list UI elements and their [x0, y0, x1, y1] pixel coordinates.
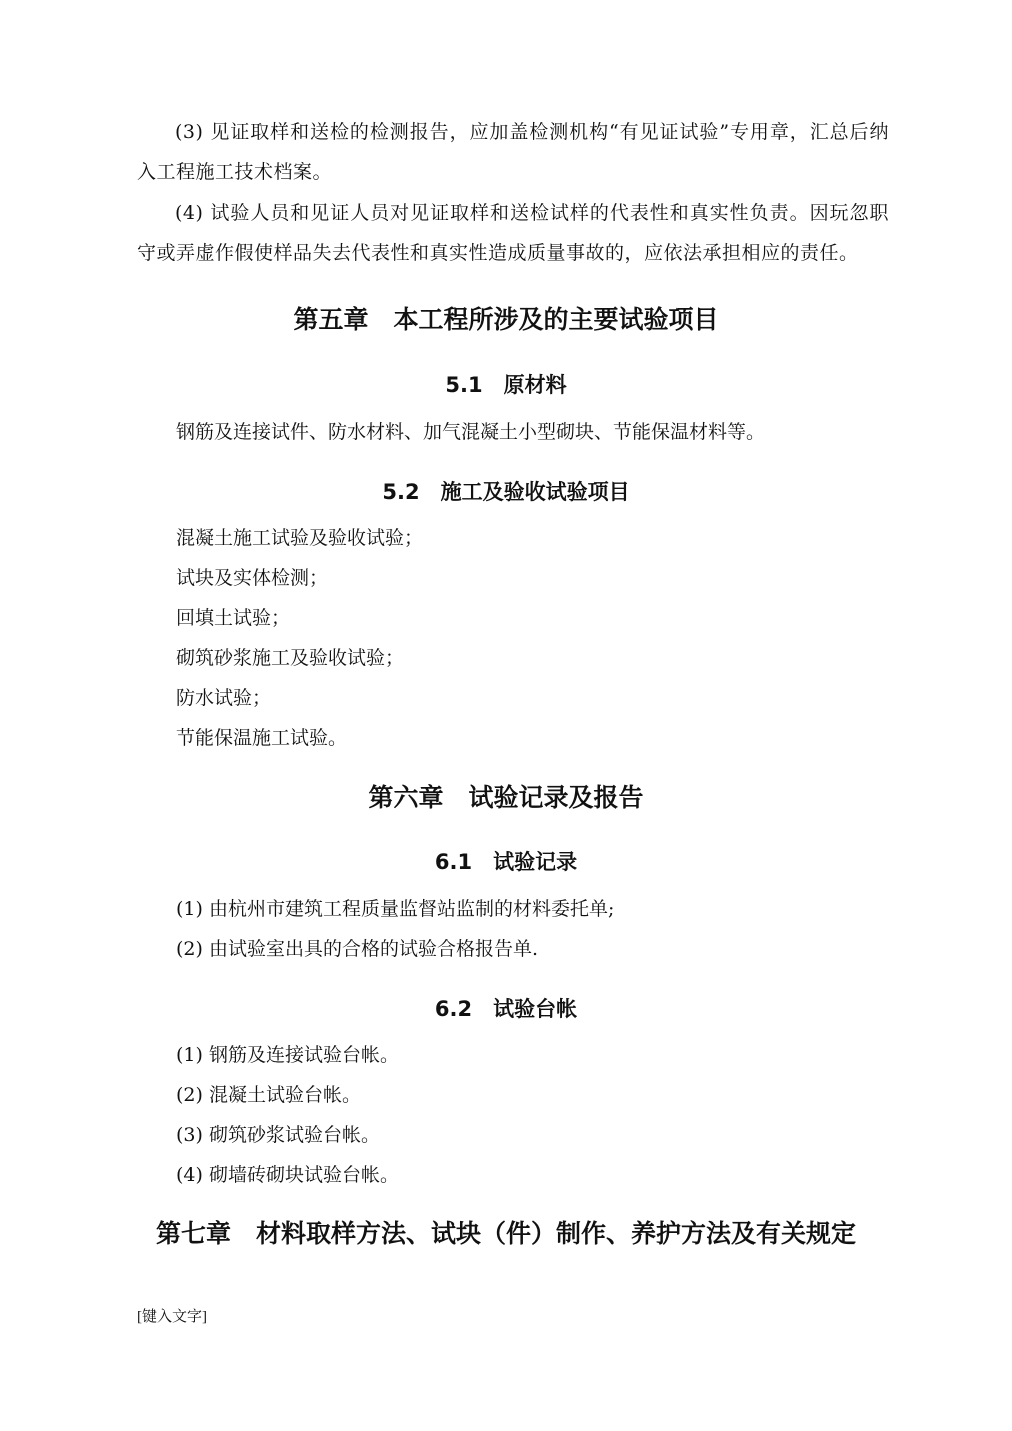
list-item: 回填土试验；	[176, 607, 291, 629]
list-item: 混凝土施工试验及验收试验；	[176, 527, 424, 549]
section-5-1-text: 钢筋及连接试件、防水材料、加气混凝土小型砌块、节能保温材料等。	[176, 421, 766, 443]
list-item: (2) 混凝土试验台帐。	[176, 1084, 361, 1106]
section-6-1-title: 6.1 试验记录	[434, 850, 578, 874]
list-item: (4) 砌墙砖砌块试验台帐。	[176, 1164, 399, 1186]
paragraph-4: (4) 试验人员和见证人员对见证取样和送检试样的代表性和真实性负责。因玩忽职守或弄虚作假使样品失去代表性和真实性造成质量事故的，应依法承担相应的责任。	[137, 202, 889, 264]
list-item: (3) 砌筑砂浆试验台帐。	[176, 1124, 380, 1146]
list-item: (2) 由试验室出具的合格的试验合格报告单.	[176, 938, 538, 960]
list-item: 防水试验；	[176, 687, 272, 709]
section-6-2-title: 6.2 试验台帐	[434, 997, 578, 1021]
chapter-5-title: 第五章 本工程所涉及的主要试验项目	[293, 305, 719, 334]
footer-placeholder[interactable]: [键入文字]	[137, 1309, 207, 1325]
paragraph-3: (3) 见证取样和送检的检测报告，应加盖检测机构“有见证试验”专用章，汇总后纳入工程施工技术档案。	[137, 121, 889, 183]
list-item: 试块及实体检测；	[176, 567, 329, 589]
section-5-2-title: 5.2 施工及验收试验项目	[382, 480, 630, 504]
list-item: 砌筑砂浆施工及验收试验；	[176, 647, 405, 669]
list-item: 节能保温施工试验。	[176, 727, 348, 749]
list-item: (1) 钢筋及连接试验台帐。	[176, 1044, 399, 1066]
section-5-1-title: 5.1 原材料	[445, 373, 567, 397]
chapter-7-title: 第七章 材料取样方法、试块（件）制作、养护方法及有关规定	[155, 1219, 856, 1248]
list-item: (1) 由杭州市建筑工程质量监督站监制的材料委托单;	[176, 898, 615, 920]
chapter-6-title: 第六章 试验记录及报告	[368, 783, 644, 812]
